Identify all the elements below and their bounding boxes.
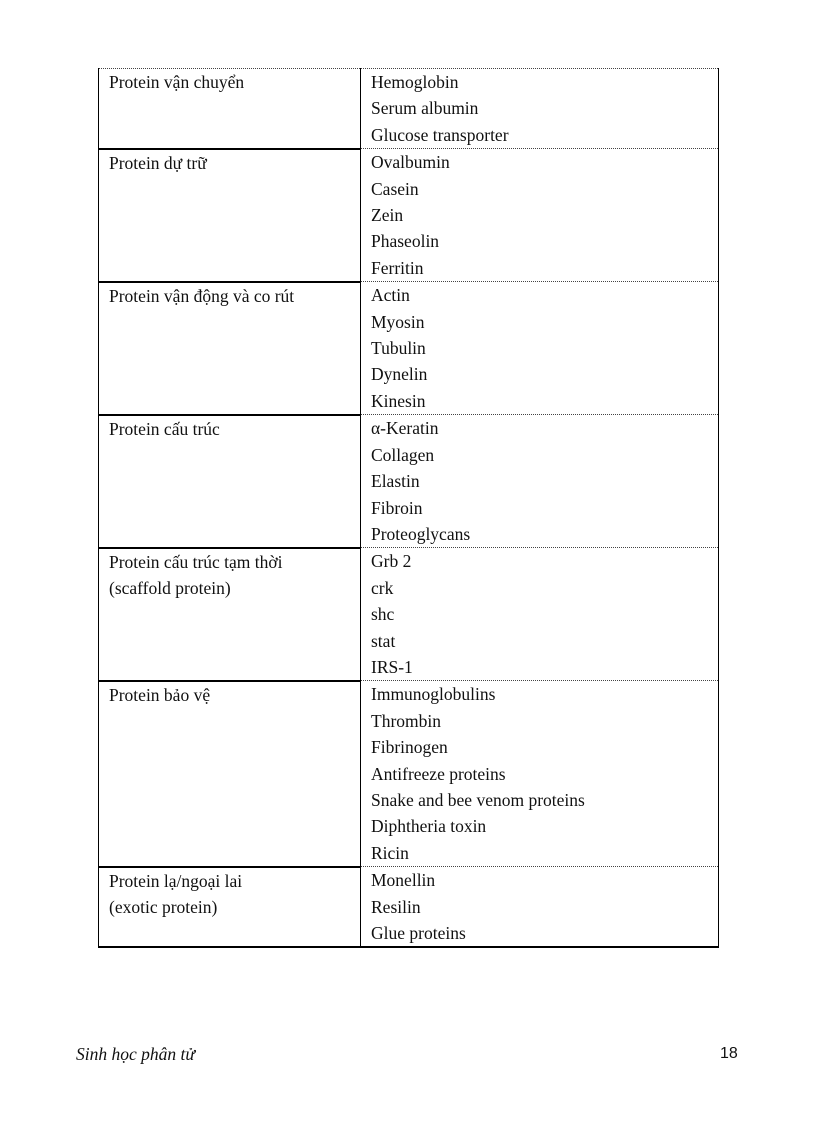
protein-example: Actin xyxy=(371,285,410,306)
category-label: (exotic protein) xyxy=(109,897,218,918)
page-number: 18 xyxy=(720,1045,738,1062)
protein-example: Zein xyxy=(371,205,404,226)
protein-example: Resilin xyxy=(371,896,421,917)
table-row xyxy=(99,282,719,415)
protein-example: Snake and bee venom proteins xyxy=(371,789,585,810)
category-cell xyxy=(99,149,361,282)
protein-example: shc xyxy=(371,604,395,625)
examples-cell xyxy=(361,867,719,948)
protein-example: Phaseolin xyxy=(371,231,440,252)
protein-example: Glucose transporter xyxy=(371,124,509,145)
category-cell xyxy=(99,69,361,149)
footer-title: Sinh học phân tử xyxy=(76,1044,195,1064)
category-cell xyxy=(99,415,361,548)
examples-cell xyxy=(361,548,719,681)
protein-example: Collagen xyxy=(371,444,435,465)
category-cell xyxy=(99,548,361,681)
protein-example: Immunoglobulins xyxy=(371,684,496,705)
category-cell xyxy=(99,282,361,415)
category-label: Protein cấu trúc tạm thời xyxy=(109,551,283,572)
protein-example: Elastin xyxy=(371,471,420,492)
table-body xyxy=(99,69,719,948)
table-row xyxy=(99,681,719,867)
category-cell xyxy=(99,867,361,948)
category-label: Protein vận chuyển xyxy=(109,72,245,92)
protein-example: Kinesin xyxy=(371,390,426,411)
protein-example: Casein xyxy=(371,178,419,199)
table-row xyxy=(99,69,719,149)
protein-example: stat xyxy=(371,630,396,651)
table-row xyxy=(99,867,719,948)
protein-example: α-Keratin xyxy=(371,418,439,439)
protein-example: Dynelin xyxy=(371,364,428,385)
table-row xyxy=(99,149,719,282)
protein-example: Fibroin xyxy=(371,497,423,518)
category-label: (scaffold protein) xyxy=(109,578,231,599)
protein-example: Proteoglycans xyxy=(371,523,471,544)
protein-example: Ferritin xyxy=(371,257,424,278)
protein-example: Hemoglobin xyxy=(371,72,459,92)
category-label: Protein cấu trúc xyxy=(109,418,220,439)
examples-cell xyxy=(361,681,719,867)
protein-example: Monellin xyxy=(371,870,436,891)
protein-example: crk xyxy=(371,577,394,598)
protein-example: Tubulin xyxy=(371,338,426,359)
examples-cell xyxy=(361,415,719,548)
protein-example: Antifreeze proteins xyxy=(371,763,506,784)
category-cell xyxy=(99,681,361,867)
table-row xyxy=(99,415,719,548)
protein-example: Glue proteins xyxy=(371,923,466,943)
table-row xyxy=(99,548,719,681)
protein-example: Grb 2 xyxy=(371,551,412,572)
protein-example: Myosin xyxy=(371,311,425,332)
examples-cell xyxy=(361,149,719,282)
protein-example: Serum albumin xyxy=(371,98,479,119)
protein-example: IRS-1 xyxy=(371,656,413,677)
category-label: Protein bảo vệ xyxy=(109,684,211,705)
protein-example: Diphtheria toxin xyxy=(371,816,487,837)
category-label: Protein dự trữ xyxy=(109,152,207,173)
protein-example: Fibrinogen xyxy=(371,737,448,758)
protein-example: Thrombin xyxy=(371,710,441,731)
protein-example: Ovalbumin xyxy=(371,152,450,173)
protein-classification-table xyxy=(98,68,719,948)
examples-cell xyxy=(361,69,719,149)
category-label: Protein lạ/ngoại lai xyxy=(109,870,243,891)
protein-example: Ricin xyxy=(371,842,409,863)
category-label: Protein vận động và co rút xyxy=(109,285,295,306)
examples-cell xyxy=(361,282,719,415)
